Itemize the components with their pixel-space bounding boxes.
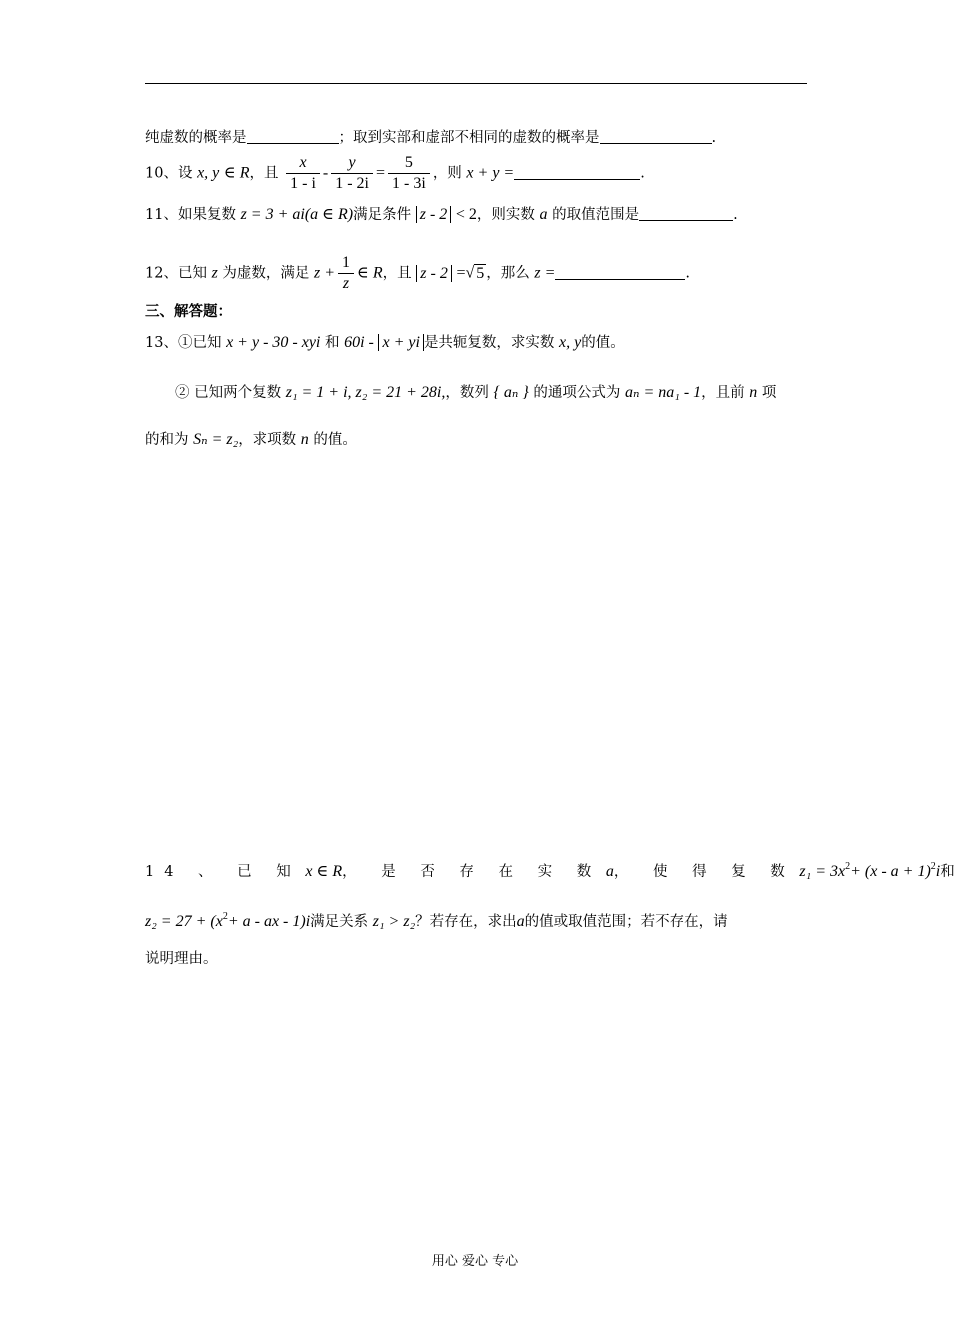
q11-cond: 满足条件 <box>353 207 412 223</box>
numerator: x <box>286 153 320 174</box>
q13-seq-text: ，数列 <box>445 385 489 401</box>
question-13-part-2-cont <box>145 430 357 450</box>
fraction-2 <box>331 153 373 194</box>
period: . <box>685 265 691 282</box>
q14-i: i <box>935 863 941 880</box>
q10-mid: ，且 <box>249 165 279 182</box>
answer-blank[interactable] <box>514 165 640 180</box>
fraction <box>338 253 354 294</box>
q14-t5: 的值或取值范围；若不存在，请 <box>524 914 728 930</box>
q14-z2-mid: + a - ax - 1)i <box>227 913 311 930</box>
q13-expr2: 60i - <box>344 334 374 351</box>
q11-paren: (a ∈ R) <box>304 206 354 223</box>
q11-expr: z = 3 + ai <box>240 206 305 223</box>
q13-t1: 是共轭复数，求实数 <box>423 335 555 351</box>
q13-t2: 的值。 <box>581 335 625 351</box>
q14-z1-mid: + (x - a + 1) <box>850 863 931 880</box>
period: . <box>711 130 717 146</box>
q14-t1: ， 是 否 存 在 实 数 <box>342 864 602 880</box>
q13-and: 和 <box>324 335 340 351</box>
fraction-1 <box>286 153 320 194</box>
q13-p2-intro: ② 已知两个复数 <box>175 385 282 401</box>
q11-var: a <box>539 206 548 223</box>
q13-xiang: 项 <box>761 385 777 401</box>
q9-text-b: ；取到实部和虚部不相同的虚数的概率是 <box>338 130 600 146</box>
section-title: 三、解答题： <box>145 304 232 320</box>
q13-tail: ，且前 <box>701 385 745 401</box>
numerator: 1 <box>338 253 354 274</box>
exponent: 2 <box>930 861 936 872</box>
minus: - <box>322 164 329 182</box>
equals: = <box>456 264 466 282</box>
answer-blank[interactable] <box>639 206 733 221</box>
denominator: 1 - i <box>290 175 316 192</box>
q14-t3: 满足关系 <box>310 914 369 930</box>
q12-number: 12、已知 <box>145 265 207 282</box>
q13-sequence: { aₙ } <box>493 384 529 401</box>
equals: = <box>376 164 386 182</box>
question-14-line-3: 说明理由。 <box>145 951 218 967</box>
q12-var: z <box>211 264 218 282</box>
q14-t2: ， 使 得 复 数 <box>613 864 795 880</box>
denominator: z <box>342 275 350 292</box>
q11-lt: < 2 <box>455 206 477 223</box>
exponent: 2 <box>222 911 228 922</box>
q12-zplus: z + <box>314 264 336 282</box>
question-9-line <box>145 128 716 148</box>
q10-in-r: ∈ R <box>223 164 250 182</box>
abs-value: z - 2 <box>416 206 452 223</box>
q10-then: ，则 <box>432 165 462 182</box>
q12-in-r: ∈ R <box>357 264 383 282</box>
q14-number: 14 、 已 知 <box>145 864 301 880</box>
page-footer: 用心 爱心 专心 <box>431 1254 519 1269</box>
question-13-part-1 <box>145 333 625 353</box>
exponent: 2 <box>845 861 851 872</box>
q13-p3-c: 的值。 <box>313 432 357 448</box>
numerator: y <box>331 153 373 174</box>
q13-formula-text: 的通项公式为 <box>533 385 621 401</box>
numerator: 5 <box>388 153 430 174</box>
answer-blank[interactable] <box>600 129 712 144</box>
q13-expr1: x + y - 30 - xyi <box>226 334 321 351</box>
question-13-part-2 <box>175 383 776 403</box>
abs-value: x + yi <box>378 334 423 351</box>
q14-xr: x ∈ R <box>305 863 343 880</box>
answer-blank[interactable] <box>555 265 685 280</box>
fraction-3 <box>388 153 430 194</box>
period: . <box>640 165 645 182</box>
q12-t1: 为虚数，满足 <box>222 265 310 282</box>
sqrt-arg: 5 <box>476 264 485 282</box>
q13-p3-a: 的和为 <box>145 432 189 448</box>
question-12 <box>145 253 690 294</box>
q14-a: a <box>605 863 614 880</box>
q13-n: n <box>749 384 758 401</box>
q14-z1-lhs: z₁ = 3x <box>799 863 846 880</box>
q10-vars: x, y <box>197 164 220 182</box>
q12-t2: ，且 <box>382 265 412 282</box>
q13-sn: Sₙ = z₂ <box>193 431 239 448</box>
q11-number: 11、如果复数 <box>145 207 236 223</box>
q13-formula: aₙ = na₁ - 1 <box>624 384 702 401</box>
question-11 <box>145 205 738 225</box>
q12-zeq: z = <box>534 264 556 282</box>
question-14 <box>145 857 955 882</box>
denominator: 1 - 3i <box>392 175 426 192</box>
q9-text-a: 纯虚数的概率是 <box>145 130 247 146</box>
q14-a: a <box>516 913 525 930</box>
q13-n: n <box>300 431 309 448</box>
q14-z2-lhs: z₂ = 27 + (x <box>145 913 223 930</box>
abs-value: z - 2 <box>416 265 452 282</box>
q14-relation: z₁ > z₂ <box>372 913 416 930</box>
q10-expr: x + y = <box>466 164 515 182</box>
q12-t3: ，那么 <box>486 265 530 282</box>
q11-tail: 的取值范围是 <box>552 207 640 223</box>
q13-number: 13、①已知 <box>145 335 222 351</box>
q11-then: ，则实数 <box>476 207 535 223</box>
period: . <box>733 207 738 223</box>
q14-and: 和 <box>940 864 955 880</box>
q13-z-defs: z₁ = 1 + i, z₂ = 21 + 28i, <box>285 384 446 401</box>
header-rule <box>145 83 807 84</box>
question-14-line-2 <box>145 907 728 932</box>
q10-number: 10、设 <box>145 165 193 182</box>
question-10 <box>145 153 645 194</box>
sqrt-symbol: √ <box>465 264 475 282</box>
q13-vars: x, y <box>559 334 582 351</box>
answer-blank[interactable] <box>247 129 339 144</box>
q13-p3-b: ，求项数 <box>238 432 297 448</box>
q14-t4: ？若存在，求出 <box>415 914 517 930</box>
denominator: 1 - 2i <box>335 175 369 192</box>
